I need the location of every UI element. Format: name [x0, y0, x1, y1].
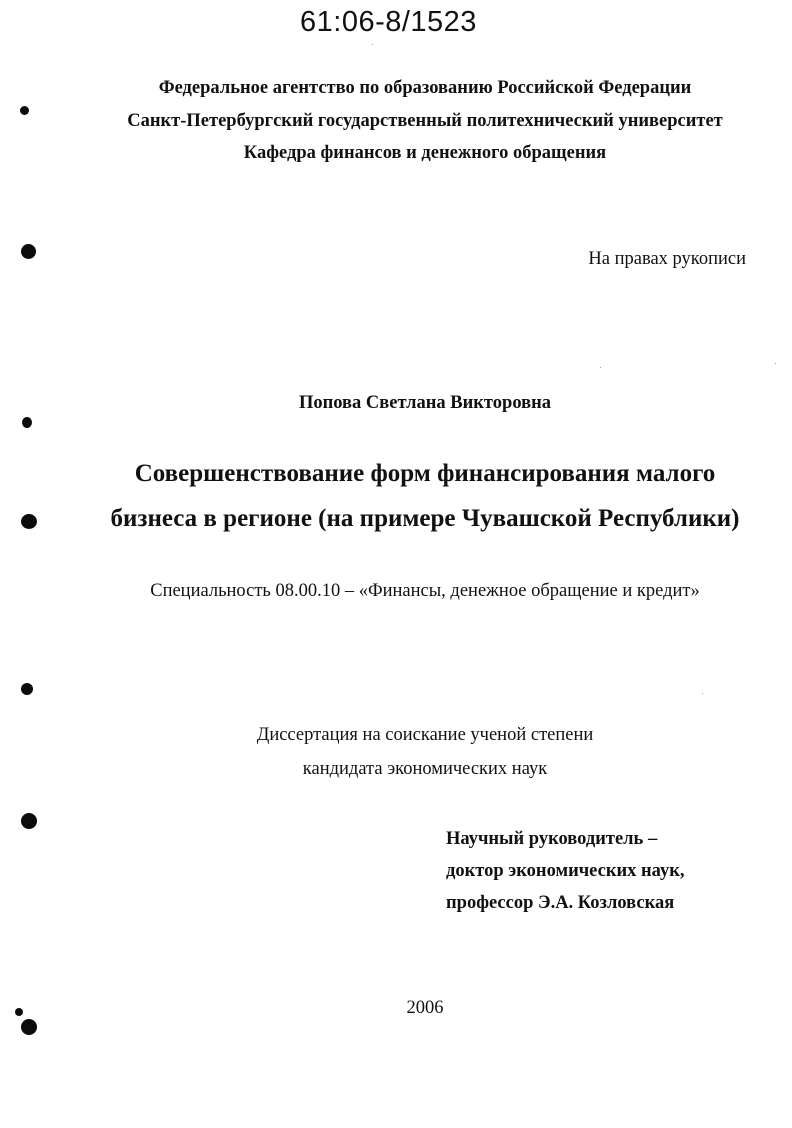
binding-hole-mark: [21, 683, 33, 695]
manuscript-note: На правах рукописи: [588, 249, 746, 269]
binding-hole-mark: [15, 1008, 23, 1016]
author-name: Попова Светлана Викторовна: [298, 393, 552, 413]
university-name: Санкт-Петербургский государственный политехнический университет: [127, 111, 723, 131]
catalog-stamp: 61:06-8/1523: [300, 6, 477, 38]
scan-speck: [372, 44, 373, 45]
degree-line-2: кандидата экономических наук: [302, 759, 548, 779]
binding-hole-mark: [21, 1019, 37, 1035]
department-name: Кафедра финансов и денежного обращения: [243, 143, 607, 163]
advisor-line-2: доктор экономических наук,: [446, 861, 685, 881]
scan-speck: [702, 693, 703, 694]
advisor-line-1: Научный руководитель –: [446, 829, 658, 849]
thesis-title-line-2: бизнеса в регионе (на примере Чувашской Республики): [110, 505, 740, 532]
scan-speck: [775, 363, 776, 364]
specialty: Специальность 08.00.10 – «Финансы, денежное обращение и кредит»: [150, 581, 700, 601]
binding-hole-mark: [20, 106, 29, 115]
binding-hole-mark: [22, 417, 32, 428]
degree-line-1: Диссертация на соискание ученой степени: [256, 725, 594, 745]
thesis-title-line-1: Совершенствование форм финансирования малого: [134, 460, 716, 487]
agency-name: Федеральное агентство по образованию Российской Федерации: [158, 78, 692, 98]
year: 2006: [406, 998, 444, 1018]
binding-hole-mark: [21, 514, 37, 529]
advisor-line-3: профессор Э.А. Козловская: [446, 893, 675, 913]
binding-hole-mark: [21, 244, 36, 259]
binding-hole-mark: [21, 813, 37, 829]
scan-speck: [600, 367, 601, 368]
